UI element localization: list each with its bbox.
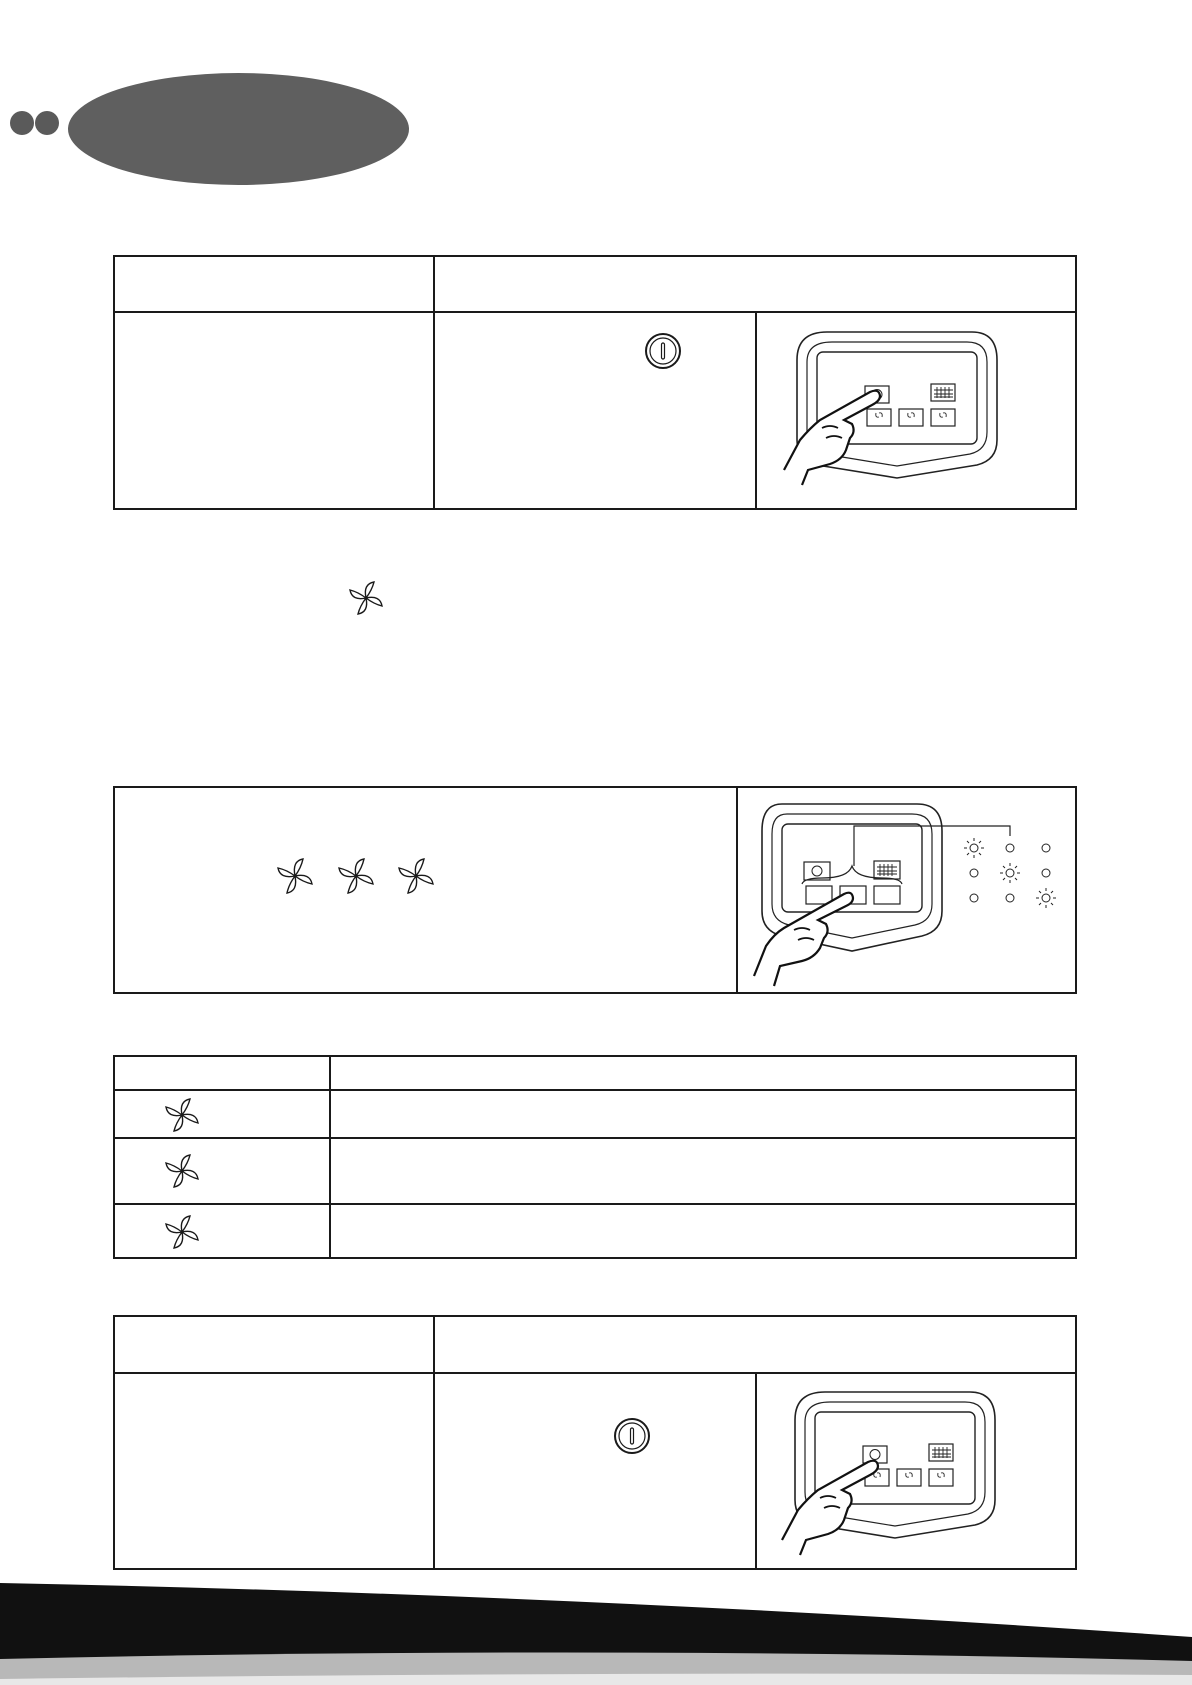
table-3-col-divider bbox=[329, 1055, 331, 1259]
control-panel-illustration bbox=[752, 796, 1072, 986]
fan-icon bbox=[347, 579, 385, 617]
header-dot-2 bbox=[35, 111, 59, 135]
fan-icon bbox=[275, 856, 315, 896]
footer-band bbox=[0, 1575, 1192, 1685]
table-4-col-divider-2 bbox=[755, 1372, 757, 1570]
power-button-icon bbox=[644, 332, 682, 370]
fan-icon bbox=[163, 1096, 201, 1134]
table-3 bbox=[113, 1055, 1077, 1259]
control-panel-illustration bbox=[780, 1380, 1005, 1555]
header-dot-1 bbox=[10, 111, 34, 135]
header-badge bbox=[68, 73, 409, 185]
fan-icon bbox=[336, 856, 376, 896]
table-4-col-divider bbox=[433, 1315, 435, 1570]
power-button-icon bbox=[613, 1417, 651, 1455]
table-3-row-divider bbox=[113, 1089, 1077, 1091]
control-panel-illustration bbox=[782, 320, 1007, 485]
table-1-col-divider-2 bbox=[755, 311, 757, 510]
fan-icon bbox=[163, 1152, 201, 1190]
led-lit-icon bbox=[964, 838, 984, 858]
table-3-row-divider bbox=[113, 1203, 1077, 1205]
table-1-header-divider bbox=[113, 311, 1077, 313]
fan-icon bbox=[163, 1213, 201, 1251]
table-2-col-divider bbox=[736, 786, 738, 994]
table-1-col-divider bbox=[433, 255, 435, 510]
table-3-row-divider bbox=[113, 1137, 1077, 1139]
fan-icon bbox=[396, 856, 436, 896]
table-4-header-divider bbox=[113, 1372, 1077, 1374]
